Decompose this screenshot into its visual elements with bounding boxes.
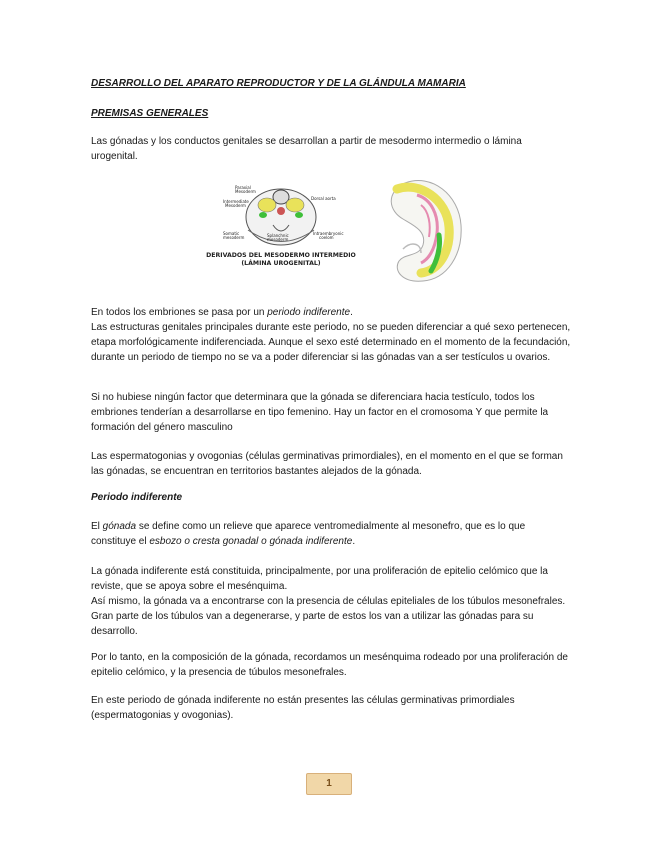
paraxial-mesoderm-left xyxy=(258,198,276,212)
paragraph-6: El gónada se define como un relieve que aparece ventromedialmente al mesonefro, que es lo que constituye el esbozo o cresta gonadal o gónada indiferente. xyxy=(91,521,526,547)
paragraph-1: Las gónadas y los conductos genitales se desarrollan a partir de mesodermo intermedio o lámina urogenital. xyxy=(91,136,522,162)
label-mesoderm-4: mesoderm xyxy=(267,237,289,242)
intermediate-mesoderm-left xyxy=(259,212,267,218)
paragraph-8: Así mismo, la gónada va a encontrarse con la presencia de células epiteliales de los túbulos mesonefrales. Gran parte de los túbulos van a degenerarse, y parte de estos los van a utilizar las gónadas para su desarrollo. xyxy=(91,596,566,637)
figure1-caption-line2: (LÁMINA UROGENITAL) xyxy=(241,260,321,267)
paraxial-mesoderm-right xyxy=(286,198,304,212)
label-dorsal-aorta: Dorsal aorta xyxy=(311,196,336,201)
section-heading-premisas: PREMISAS GENERALES xyxy=(91,108,209,119)
label-somatic: Somatic xyxy=(223,231,240,236)
paragraph-10: En este periodo de gónada indiferente no están presentes las células germinativas primordiales (espermatogonias y ovogonias). xyxy=(91,695,515,721)
paragraph-2: En todos los embriones se pasa por un periodo indiferente. xyxy=(91,307,353,318)
label-coelom: coelom xyxy=(319,235,334,240)
label-mesoderm-1: Mesoderm xyxy=(235,189,256,194)
label-paraxial: Paraxial xyxy=(235,185,251,190)
mesoderm-diagram-figure xyxy=(193,175,368,288)
page-number-badge: 1 xyxy=(306,773,352,795)
label-intraembryonic: Intraembryonic xyxy=(313,231,344,236)
paragraph-3: Las estructuras genitales principales durante este periodo, no se pueden diferenciar a qué sexo pertenecen, etapa morfológicamente indiferenciada. Aunque el sexo esté determinado en el momento de la fecundación, durante un periodo de tiempo no se va a poder diferenciar si las gónadas van a ser testículos u ovarios. xyxy=(91,322,571,363)
document-title: DESARROLLO DEL APARATO REPRODUCTOR Y DE LA GLÁNDULA MAMARIA xyxy=(91,78,466,89)
paragraph-4: Si no hubiese ningún factor que determinara que la gónada se diferenciara hacia testículo, todos los embriones tenderían a desarrollarse en tipo femenino. Hay un factor en el cromosoma Y que permite la formación del género masculino xyxy=(91,392,549,433)
label-mesoderm-3: mesoderm xyxy=(223,235,245,240)
label-splanchnic: Splanchnic xyxy=(267,233,289,238)
paragraph-9: Por lo tanto, en la composición de la gónada, recordamos un mesénquima rodeado por una proliferación de epitelio celómico, y la presencia de túbulos mesonefrales. xyxy=(91,652,568,678)
intermediate-mesoderm-right xyxy=(295,212,303,218)
section-heading-periodo: Periodo indiferente xyxy=(91,492,183,503)
dorsal-aorta xyxy=(277,207,285,215)
paragraph-5: Las espermatogonias y ovogonias (células germinativas primordiales), en el momento en el que se forman las gónadas, se encuentran en territorios bastantes alejados de la gónada. xyxy=(91,451,563,477)
paragraph-7: La gónada indiferente está constituida, principalmente, por una proliferación de epitelio celómico que la reviste, que se apoya sobre el mesénquima. xyxy=(91,566,548,592)
embryo-lateral-figure xyxy=(377,175,472,287)
figure1-caption-line1: DERIVADOS DEL MESODERMO INTERMEDIO xyxy=(206,252,356,259)
label-intermediate: Intermediate xyxy=(223,199,249,204)
label-mesoderm-2: Mesoderm xyxy=(225,203,246,208)
